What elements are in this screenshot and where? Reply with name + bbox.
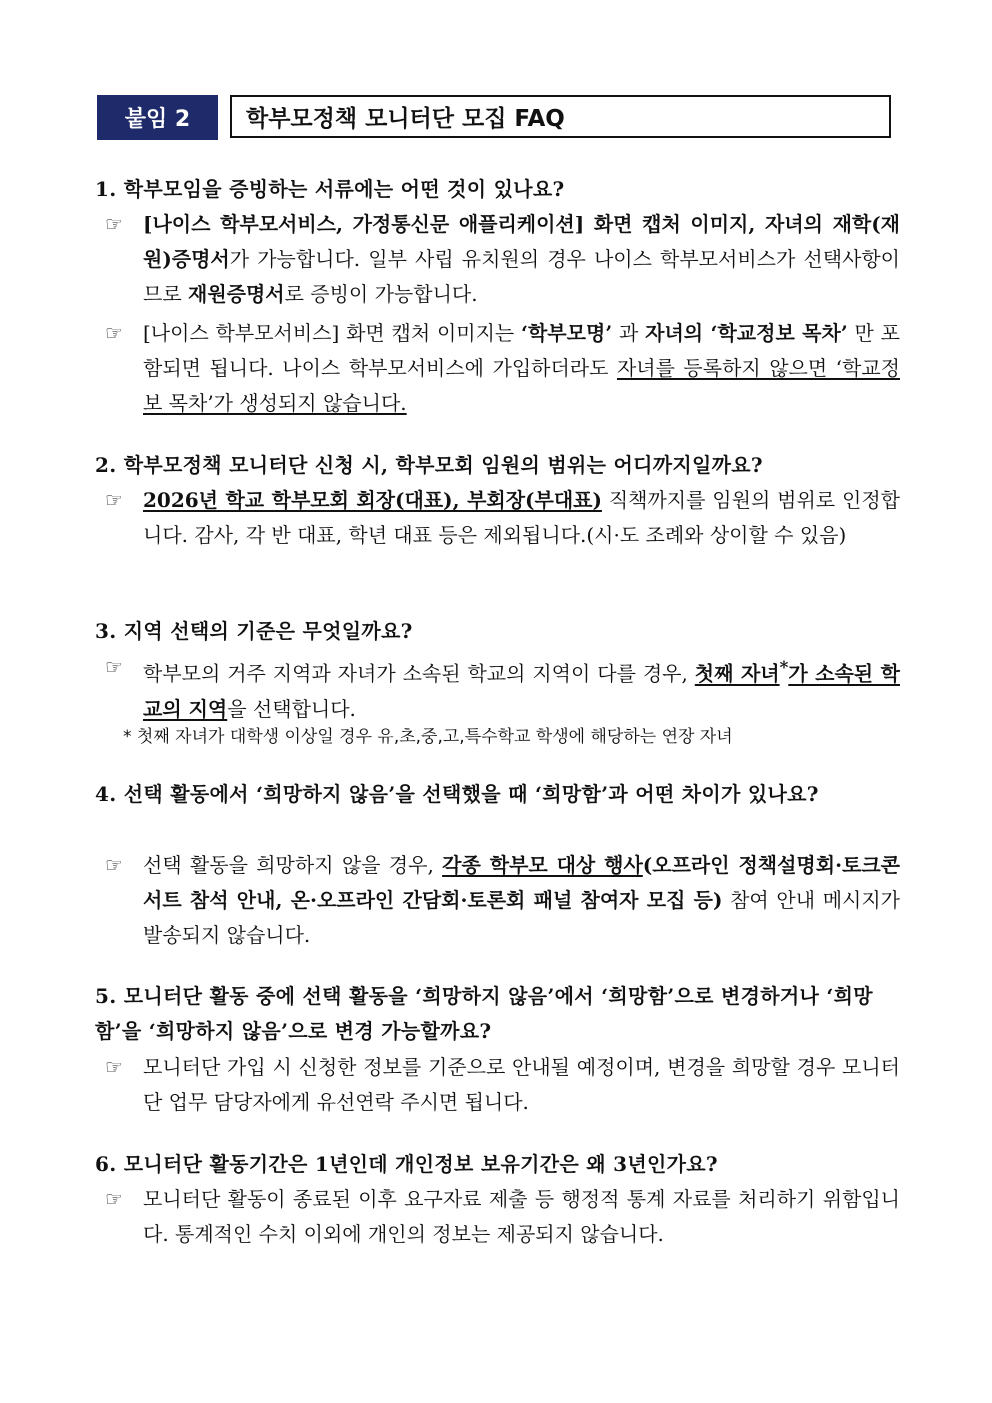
answer-text: 로 증빙이 가능합니다. xyxy=(284,282,478,306)
pointing-hand-icon: ☞ xyxy=(105,1055,123,1079)
pointing-hand-icon: ☞ xyxy=(105,853,123,877)
pointing-hand-icon: ☞ xyxy=(105,212,123,236)
answer-text: 선택 활동을 희망하지 않을 경우, xyxy=(143,853,443,877)
pointing-hand-icon: ☞ xyxy=(105,1187,123,1211)
pointing-hand-icon: ☞ xyxy=(105,655,123,679)
answer-body xyxy=(143,650,900,727)
faq-question-6: 6. 모니터단 활동기간은 1년인데 개인정보 보유기간은 왜 3년인가요? xyxy=(95,1152,718,1176)
answer-body: 모니터단 가입 시 신청한 정보를 기준으로 안내될 예정이며, 변경을 희망할 경우 모니터단 업무 담당자에게 유선연락 주시면 됩니다. xyxy=(143,1055,900,1114)
faq-answer-1-2 xyxy=(105,316,900,421)
faq-question-5: 5. 모니터단 활동 중에 선택 활동을 ‘희망하지 않음’에서 ‘희망함’으로 변경하거나 ‘희망함’을 ‘희망하지 않음’으로 변경 가능할까요? xyxy=(95,984,873,1043)
answer-text: 과 xyxy=(612,321,646,345)
footnote-marker: * xyxy=(779,657,789,677)
answer-emphasis: 자녀의 ‘학교정보 목차’ xyxy=(645,321,848,345)
faq-answer-2-1 xyxy=(105,483,900,553)
answer-text: 학부모의 거주 지역과 자녀가 소속된 학교의 지역이 다를 경우, xyxy=(143,661,695,686)
faq-question-4: 4. 선택 활동에서 ‘희망하지 않음’을 선택했을 때 ‘희망함’과 어떤 차이가 있나요? xyxy=(95,782,819,806)
answer-text: [나이스 학부모서비스] 화면 캡처 이미지는 xyxy=(143,321,522,345)
answer-text: 참여 안내 메시지가 발송되지 않습니다. xyxy=(143,888,900,947)
answer-body xyxy=(143,848,900,953)
faq-question-1: 1. 학부모임을 증빙하는 서류에는 어떤 것이 있나요? xyxy=(95,177,565,201)
answer-body xyxy=(143,316,900,421)
pointing-hand-icon: ☞ xyxy=(105,321,123,345)
answer-emphasis: 가 소속된 학교의 지역 xyxy=(143,661,900,721)
pointing-hand-icon: ☞ xyxy=(105,488,123,512)
faq-answer-4-1 xyxy=(105,848,900,953)
answer-emphasis: 첫째 자녀 xyxy=(694,661,780,686)
faq-answer-1-1 xyxy=(105,207,900,312)
answer-body xyxy=(143,483,900,553)
answer-body xyxy=(143,207,900,312)
answer-underline: 자녀를 등록하지 않으면 ‘학교정보 목차’가 생성되지 않습니다. xyxy=(143,356,900,415)
answer-emphasis: [나이스 학부모서비스, 가정통신문 애플리케이션] 화면 캡처 이미지, 자녀의 재학(재원)증명서 xyxy=(143,212,900,271)
attachment-badge: 붙임 2 xyxy=(97,95,218,140)
faq-answer-3-1 xyxy=(105,650,900,727)
answer-emphasis: 재원증명서 xyxy=(188,282,285,306)
footnote: * 첫째 자녀가 대학생 이상일 경우 유,초,중,고,특수학교 학생에 해당하는 연장 자녀 xyxy=(123,727,733,747)
page-title: 학부모정책 모니터단 모집 FAQ xyxy=(230,95,891,138)
answer-text: 가 가능합니다. 일부 사립 유치원의 경우 나이스 학부모서비스가 선택사항이므로 xyxy=(143,247,900,306)
answer-emphasis: (오프라인 정책설명회·토크콘서트 참석 안내, 온·오프라인 간담회·토론회 패널 참여자 모집 등) xyxy=(143,853,900,912)
answer-emphasis: 각종 학부모 대상 행사 xyxy=(442,853,643,877)
faq-answer-6-1 xyxy=(105,1182,900,1252)
answer-text: 을 선택합니다. xyxy=(227,696,356,721)
faq-question-3: 3. 지역 선택의 기준은 무엇일까요? xyxy=(95,619,413,643)
answer-body: 모니터단 활동이 종료된 이후 요구자료 제출 등 행정적 통계 자료를 처리하기 위함입니다. 통계적인 수치 이외에 개인의 정보는 제공되지 않습니다. xyxy=(143,1187,900,1246)
faq-answer-5-1 xyxy=(105,1050,900,1120)
answer-text: 만 포함되면 됩니다. 나이스 학부모서비스에 가입하더라도 xyxy=(143,321,900,380)
answer-emphasis: ‘학부모명’ xyxy=(521,321,613,345)
faq-question-2: 2. 학부모정책 모니터단 신청 시, 학부모회 임원의 범위는 어디까지일까요? xyxy=(95,453,763,477)
answer-text: 직책까지를 임원의 범위로 인정합니다. 감사, 각 반 대표, 학년 대표 등은 제외됩니다.(시·도 조례와 상이할 수 있음) xyxy=(143,488,900,547)
page-header xyxy=(97,95,895,140)
answer-emphasis: 2026년 학교 학부모회 회장(대표), 부회장(부대표) xyxy=(143,488,602,512)
